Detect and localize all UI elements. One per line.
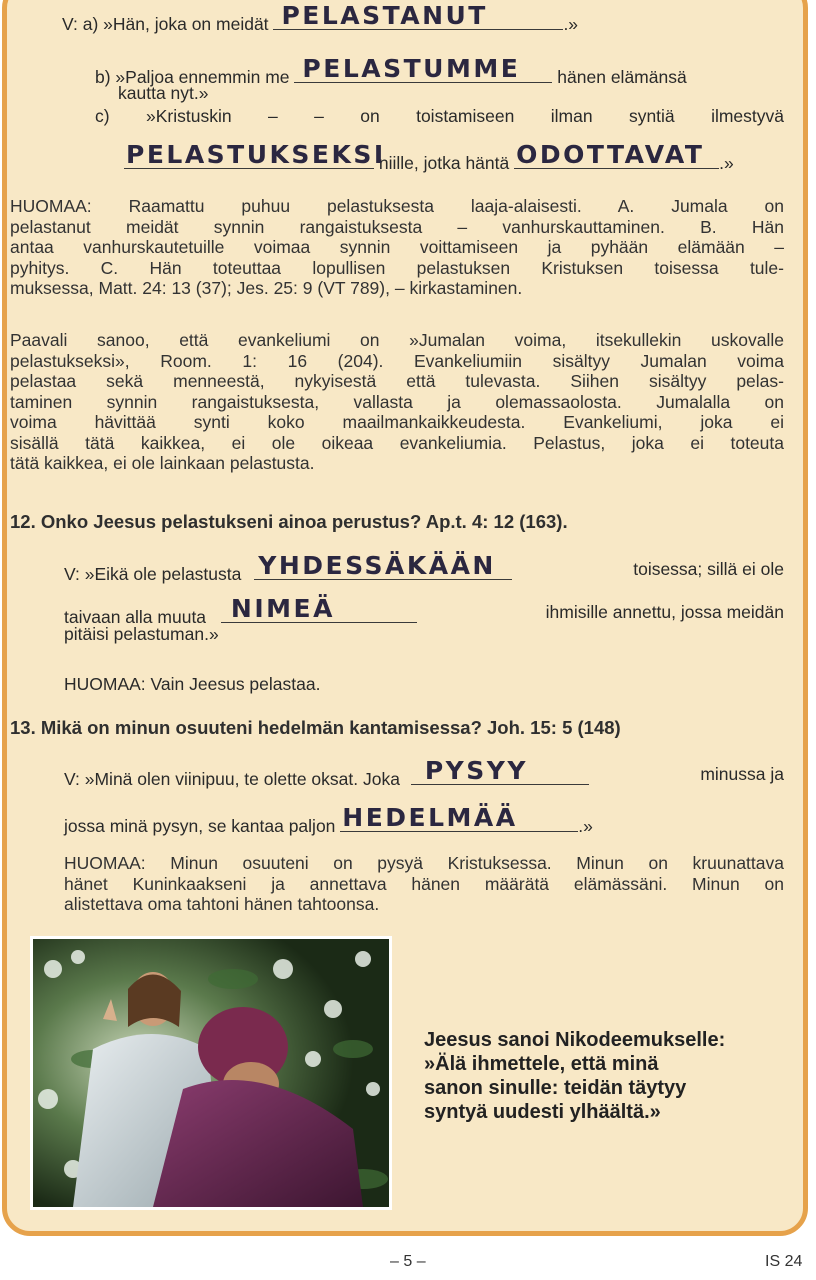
answer-c-mid: niille, jotka häntä — [378, 153, 510, 173]
note-line: antaa vanhurskautetuille voimaa synnin voittamiseen ja pyhään elämään – — [10, 237, 784, 257]
answer-c-suffix: .» — [719, 153, 734, 173]
note-line: HUOMAA: Raamattu puhuu pelastuksesta laaja-alaisesti. A. Jumala on — [10, 196, 784, 216]
document-code: IS 24 — [765, 1253, 803, 1270]
q12-blank2 — [221, 594, 417, 623]
q12-text: V: »Eikä ole pelastusta — [64, 564, 242, 584]
note-line: pyhitys. C. Hän toteuttaa lopullisen pelastuksen Kristuksen toisessa tule- — [10, 257, 784, 278]
paragraph-line: pelastukseksi», Room. 1: 16 (204). Evankeliumiin sisältyy Jumalan voima — [10, 350, 784, 371]
answer-c-blank1 — [124, 140, 386, 169]
q13-line1 — [64, 756, 784, 789]
q13-blank2 — [340, 803, 578, 832]
note-line: hänet Kuninkaakseni ja annettava hänen määrätä elämässäni. Minun on — [64, 873, 784, 894]
handwritten-answer: HEDELMÄÄ — [342, 803, 518, 832]
note-salvation — [10, 196, 784, 299]
caption-line: sanon sinulle: teidän täytyy — [424, 1077, 687, 1099]
q12-text: ihmisille annettu, jossa meidän — [545, 602, 784, 622]
paragraph-line: sisällä tätä kaikkea, ei ole oikeaa evankeliumia. Pelastus, joka ei toteuta — [10, 432, 784, 453]
jesus-nicodemus-illustration — [30, 936, 392, 1210]
paragraph-line: tätä kaikkea, ei ole lainkaan pelastusta. — [10, 453, 315, 473]
page-number: – 5 – — [390, 1253, 426, 1270]
q12-note: HUOMAA: Vain Jeesus pelastaa. — [64, 674, 321, 694]
handwritten-answer: PELASTANUT — [281, 1, 488, 30]
answer-a-text: V: a) »Hän, joka on meidät — [62, 14, 269, 34]
handwritten-answer: PELASTUMME — [302, 54, 521, 83]
answer-a-line — [62, 1, 579, 34]
question-12-heading: 12. Onko Jeesus pelastukseni ainoa perustus? Ap.t. 4: 12 (163). — [10, 511, 568, 532]
painting-svg — [33, 939, 389, 1207]
answer-c-line1: c) »Kristuskin – – on toistamiseen ilman syntiä ilmestyvä — [95, 106, 784, 126]
q13-text: V: »Minä olen viinipuu, te olette oksat. Joka — [64, 769, 400, 789]
q12-text: taivaan alla muuta — [64, 607, 207, 627]
illustration-caption — [424, 1028, 804, 1124]
note-line: pelastanut meidät synnin rangaistuksesta – vanhurskauttaminen. B. Hän — [10, 216, 784, 237]
q13-line2 — [64, 803, 593, 836]
gospel-paragraph — [10, 330, 784, 474]
answer-b-text: b) »Paljoa ennemmin me — [95, 67, 290, 87]
answer-b-suffix: hänen elämänsä — [557, 67, 687, 87]
paragraph-line: Paavali sanoo, että evankeliumi on »Jumalan voima, itsekullekin uskovalle — [10, 330, 784, 350]
q13-blank1 — [411, 756, 589, 785]
answer-c-line2 — [124, 140, 734, 173]
answer-a-suffix: .» — [563, 14, 579, 34]
note-line: alistettava oma tahtoni hänen tahtoonsa. — [64, 894, 380, 914]
q13-note — [64, 853, 784, 915]
answer-a-blank — [273, 1, 563, 30]
note-line: HUOMAA: Minun osuuteni on pysyä Kristuksessa. Minun on kruunattava — [64, 853, 784, 873]
handwritten-answer: NIMEÄ — [230, 594, 335, 623]
handwritten-answer: ODOTTAVAT — [516, 140, 705, 169]
caption-line: Jeesus sanoi Nikodeemukselle: — [424, 1029, 726, 1051]
handwritten-answer: PELASTUKSEKSI — [126, 140, 386, 169]
q12-text: toisessa; sillä ei ole — [633, 559, 784, 579]
paragraph-line: pelastaa sekä menneestä, nykyisestä että tulevasta. Siihen sisältyy pelas- — [10, 371, 784, 391]
paragraph-line: voima hävittää synti koko maailmankaikkeudesta. Evankeliumi, joka ei — [10, 412, 784, 432]
q12-line1 — [64, 551, 784, 584]
answer-c-blank2 — [514, 140, 719, 169]
q12-blank1 — [254, 551, 512, 580]
handwritten-answer: PYSYY — [424, 756, 528, 785]
q13-text: .» — [578, 816, 593, 836]
q13-text: minussa ja — [700, 764, 784, 784]
q12-line3: pitäisi pelastuman.» — [64, 624, 219, 644]
note-line: muksessa, Matt. 24: 13 (37); Jes. 25: 9 (VT 789), – kirkastaminen. — [10, 278, 523, 298]
answer-b-blank — [294, 54, 552, 83]
caption-line: »Älä ihmettele, että minä — [424, 1053, 659, 1075]
q13-text: jossa minä pysyn, se kantaa paljon — [64, 816, 336, 836]
caption-line: syntyä uudesti ylhäältä.» — [424, 1101, 661, 1123]
handwritten-answer: YHDESSÄKÄÄN — [258, 551, 496, 580]
paragraph-line: taminen synnin rangaistuksesta, vallasta ja olemassaolosta. Jumalalla on — [10, 391, 784, 412]
answer-b-line2: kautta nyt.» — [118, 83, 209, 103]
question-13-heading: 13. Mikä on minun osuuteni hedelmän kantamisessa? Joh. 15: 5 (148) — [10, 717, 621, 738]
